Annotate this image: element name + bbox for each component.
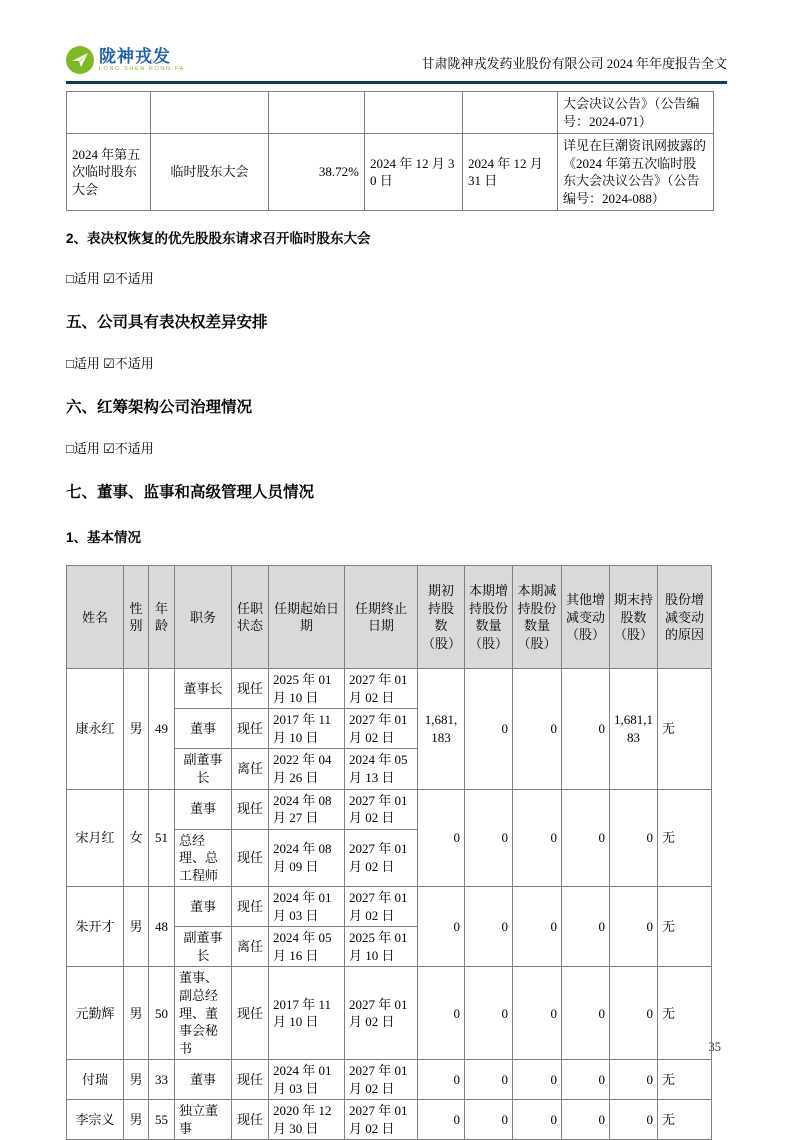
cell-shares-end: 1,681,183 [610,669,658,789]
date-held-cell [365,92,463,134]
col-header-term-start: 任期起始日期 [269,566,345,669]
cell-name: 付瑞 [67,1060,124,1100]
cell-position: 董事 [175,709,232,749]
cell-status: 离任 [232,749,269,789]
cell-shares-decrease: 0 [513,1060,562,1100]
cell-status: 现任 [232,709,269,749]
cell-name: 康永红 [67,669,124,789]
table-row [67,134,714,211]
cell-other-change: 0 [562,1060,610,1100]
cell-gender: 女 [124,789,149,887]
cell-term-end: 2027 年 01 月 02 日 [345,709,418,749]
col-header-status: 任职状态 [232,566,269,669]
cell-other-change: 0 [562,1100,610,1140]
cell-term-end: 2027 年 01 月 02 日 [345,1100,418,1140]
cell-position: 独立董事 [175,1100,232,1140]
cell-term-start: 2022 年 04 月 26 日 [269,749,345,789]
cell-position: 董事 [175,789,232,829]
cell-name: 朱开才 [67,887,124,967]
cell-status: 现任 [232,967,269,1060]
cell-shares-end: 0 [610,887,658,967]
cell-term-end: 2027 年 01 月 02 日 [345,789,418,829]
section-2-applicability: □适用 ☑不适用 [66,271,154,287]
col-header-shares-decrease: 本期减持股份数量（股） [513,566,562,669]
cell-gender: 男 [124,967,149,1060]
page-header [66,46,727,74]
cell-gender: 男 [124,887,149,967]
cell-position: 总经理、总工程师 [175,829,232,887]
section-5-applicability: □适用 ☑不适用 [66,356,154,372]
logo-bird-icon [66,46,94,74]
cell-other-change: 0 [562,887,610,967]
section-7-1-heading: 1、基本情况 [66,530,142,546]
cell-age: 50 [149,967,175,1060]
cell-shares-decrease: 0 [513,789,562,887]
meeting-type-cell: 临时股东大会 [151,134,269,211]
cell-shares-begin: 0 [418,887,465,967]
table-row [67,669,712,709]
cell-position: 董事 [175,887,232,927]
table-row [67,789,712,829]
cell-term-end: 2027 年 01 月 02 日 [345,829,418,887]
cell-shares-end: 0 [610,967,658,1060]
cell-name: 宋月红 [67,789,124,887]
header-rule [66,81,727,84]
col-header-term-end: 任期终止日期 [345,566,418,669]
page-number: 35 [708,1040,721,1054]
meeting-type-cell [151,92,269,134]
cell-term-start: 2025 年 01 月 10 日 [269,669,345,709]
disclosure-index-cell: 详见在巨潮资讯网披露的《2024 年第五次临时股东大会决议公告》（公告编号：2024-088） [558,134,714,211]
col-header-change-reason: 股份增减变动的原因 [658,566,712,669]
cell-position: 副董事长 [175,927,232,967]
cell-gender: 男 [124,1060,149,1100]
section-5-heading: 五、公司具有表决权差异安排 [66,314,268,332]
cell-position: 董事长 [175,669,232,709]
cell-status: 现任 [232,829,269,887]
section-6-heading: 六、红筹架构公司治理情况 [66,399,253,417]
cell-shares-decrease: 0 [513,887,562,967]
meeting-session-cell [67,92,151,134]
cell-shares-end: 0 [610,1060,658,1100]
cell-change-reason: 无 [658,967,712,1060]
cell-age: 48 [149,887,175,967]
meeting-session-cell: 2024 年第五次临时股东大会 [67,134,151,211]
cell-term-end: 2027 年 01 月 02 日 [345,669,418,709]
cell-shares-increase: 0 [465,887,513,967]
cell-position: 副董事长 [175,749,232,789]
cell-shares-increase: 0 [465,967,513,1060]
col-header-name: 姓名 [67,566,124,669]
cell-shares-end: 0 [610,789,658,887]
cell-term-start: 2024 年 08 月 09 日 [269,829,345,887]
col-header-age: 年龄 [149,566,175,669]
cell-position: 董事、副总经理、董事会秘书 [175,967,232,1060]
cell-shares-decrease: 0 [513,967,562,1060]
cell-change-reason: 无 [658,669,712,789]
table-row [67,1060,712,1100]
cell-status: 现任 [232,1060,269,1100]
cell-shares-end: 0 [610,1100,658,1140]
cell-status: 现任 [232,789,269,829]
table-row [67,1100,712,1140]
cell-change-reason: 无 [658,1100,712,1140]
cell-shares-decrease: 0 [513,669,562,789]
cell-status: 现任 [232,669,269,709]
section-6-applicability: □适用 ☑不适用 [66,441,154,457]
cell-change-reason: 无 [658,1060,712,1100]
disclosure-index-cell: 大会决议公告》（公告编号：2024-071） [558,92,714,134]
date-disclosed-cell: 2024 年 12 月 31 日 [463,134,558,211]
cell-status: 现任 [232,1100,269,1140]
col-header-shares-increase: 本期增持股份数量（股） [465,566,513,669]
cell-term-start: 2024 年 08 月 27 日 [269,789,345,829]
col-header-shares-end: 期末持股数（股） [610,566,658,669]
col-header-shares-begin: 期初持股数（股） [418,566,465,669]
col-header-gender: 性别 [124,566,149,669]
cell-status: 离任 [232,927,269,967]
participation-ratio-cell: 38.72% [269,134,365,211]
logo-english-name: LONG SHEN RONG FA [99,65,185,72]
date-disclosed-cell [463,92,558,134]
directors-table [66,565,712,1140]
cell-term-start: 2024 年 01 月 03 日 [269,1060,345,1100]
cell-term-start: 2017 年 11 月 10 日 [269,709,345,749]
cell-shares-begin: 0 [418,1060,465,1100]
cell-term-end: 2024 年 05 月 13 日 [345,749,418,789]
table-row [67,887,712,927]
cell-shares-decrease: 0 [513,1100,562,1140]
table-row [67,92,714,134]
table-row [67,967,712,1060]
cell-change-reason: 无 [658,789,712,887]
date-held-cell: 2024 年 12 月 30 日 [365,134,463,211]
col-header-position: 职务 [175,566,232,669]
cell-shares-begin: 0 [418,1100,465,1140]
section-7-heading: 七、董事、监事和高级管理人员情况 [66,484,315,502]
cell-name: 元勤辉 [67,967,124,1060]
shareholder-meeting-table [66,91,714,211]
logo-text [99,48,185,73]
col-header-other-change: 其他增减变动（股） [562,566,610,669]
cell-shares-increase: 0 [465,669,513,789]
cell-shares-increase: 0 [465,789,513,887]
cell-term-start: 2024 年 01 月 03 日 [269,887,345,927]
cell-age: 51 [149,789,175,887]
cell-change-reason: 无 [658,887,712,967]
cell-term-end: 2027 年 01 月 02 日 [345,967,418,1060]
cell-age: 55 [149,1100,175,1140]
cell-position: 董事 [175,1060,232,1100]
cell-term-end: 2027 年 01 月 02 日 [345,1060,418,1100]
cell-name: 李宗义 [67,1100,124,1140]
table-header-row [67,566,712,669]
cell-term-start: 2020 年 12 月 30 日 [269,1100,345,1140]
cell-term-start: 2024 年 05 月 16 日 [269,927,345,967]
cell-term-end: 2027 年 01 月 02 日 [345,887,418,927]
cell-other-change: 0 [562,669,610,789]
cell-term-end: 2025 年 01 月 10 日 [345,927,418,967]
cell-shares-increase: 0 [465,1060,513,1100]
cell-other-change: 0 [562,967,610,1060]
cell-term-start: 2017 年 11 月 10 日 [269,967,345,1060]
cell-shares-begin: 1,681,183 [418,669,465,789]
cell-shares-begin: 0 [418,789,465,887]
cell-shares-increase: 0 [465,1100,513,1140]
section-2-heading: 2、表决权恢复的优先股股东请求召开临时股东大会 [66,231,371,247]
cell-other-change: 0 [562,789,610,887]
cell-age: 33 [149,1060,175,1100]
report-title: 甘肃陇神戎发药业股份有限公司 2024 年年度报告全文 [421,56,727,71]
logo-chinese-name: 陇神戎发 [99,46,171,66]
cell-gender: 男 [124,669,149,789]
cell-status: 现任 [232,887,269,927]
cell-gender: 男 [124,1100,149,1140]
cell-shares-begin: 0 [418,967,465,1060]
cell-age: 49 [149,669,175,789]
participation-ratio-cell [269,92,365,134]
company-logo [66,46,185,74]
